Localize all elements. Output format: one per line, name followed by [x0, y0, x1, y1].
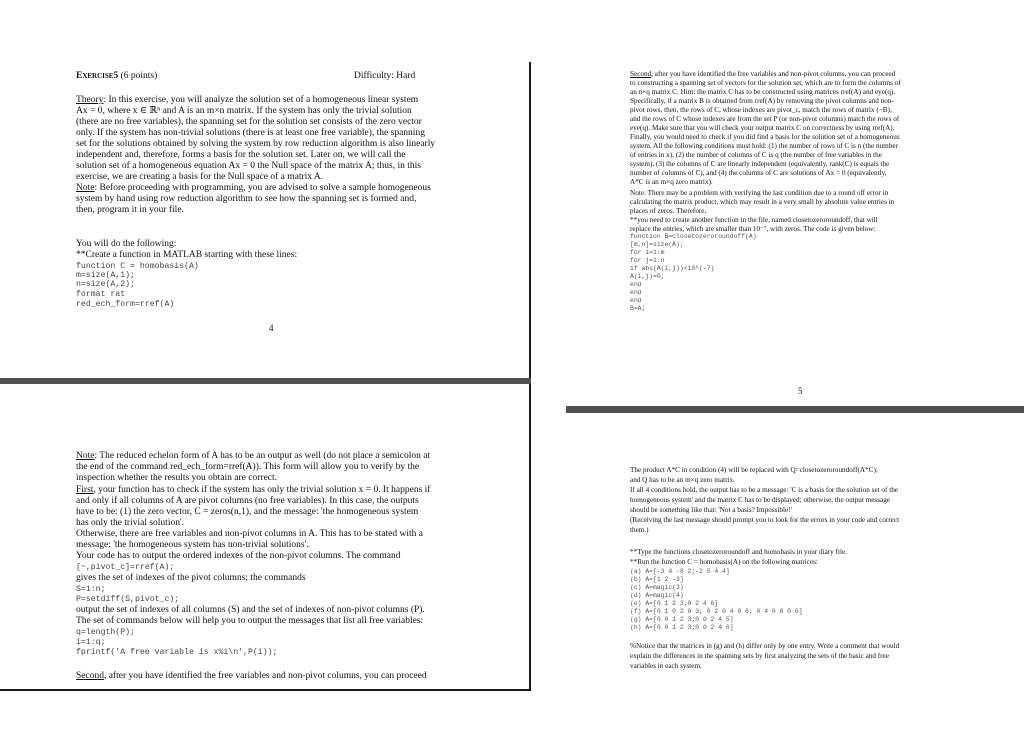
code-line: for j=1:n: [630, 257, 665, 264]
text-line: system), (3) the columns of C are linearly independent (equivalently, rank(C) is equals the: [630, 160, 890, 168]
code-line: [m,n]=size(A);: [630, 241, 684, 248]
text-line: and the rows of C whose indexes are from the set P (or non-pivot columns) match the rows of: [630, 115, 900, 123]
second-line: Second, after you have identified the free variables and non-pivot columns, you can proceed: [76, 671, 427, 681]
code-line: m=size(A,1);: [76, 271, 135, 280]
text-line: number of columns of C), and (4) the columns of C are solutions of Ax = 0 (equivalently,: [630, 169, 887, 177]
page-6-bottom-border: [0, 689, 531, 691]
theory-line-8: exercise, we are creating a basis for the Null space of a matrix A.: [76, 172, 324, 182]
page-separator-left: [0, 378, 531, 384]
text-line: them.): [630, 526, 649, 534]
text-line: pivot rows, then, the rows of C, whose indexes are pivot_c, match the rows of matrix (−B),: [630, 106, 892, 114]
page-number: 5: [798, 386, 803, 396]
notice-line: variables in each system.: [630, 662, 702, 670]
notice-line: explain the differences in the spanning sets by first analyzing the sets of the basic and free: [630, 652, 889, 660]
first-line-1: First, your function has to check if the system has only the trivial solution x = 0. It happens if: [76, 485, 431, 495]
text-line: A*C is an m×q zero matrix).: [630, 178, 713, 186]
code-line: format rat: [76, 290, 126, 299]
theory-line-6: independent and, therefore, forms a basis for the solution set. Later on, we will call the: [76, 150, 406, 160]
note-line: replace the entries, which are smaller than 10⁻⁷, with zeros. The code is given below:: [630, 225, 876, 233]
output-line-1: output the set of indexes of all columns (S) and the set of indexes of non-pivot columns (P).: [76, 605, 425, 615]
page-6: [66, 445, 528, 687]
theory-line-7: solution set of a homogeneous equation Ax = 0 the Null space of the matrix A; thus, in this: [76, 161, 421, 171]
text-line: and Q has to be an m×q zero matrix.: [630, 476, 735, 484]
code-line: P=setdiff(S,pivot_c);: [76, 595, 180, 604]
first-line-3: have to be: (1) the zero vector, C = zeros(n,1), and the message: 'the homogeneous system: [76, 507, 419, 517]
theory-line-5: set for the solutions obtained by solving the system by row reduction algorithm is also linearly: [76, 139, 436, 149]
matrix-item: (h) A=[0 0 1 2 3;0 0 2 4 6]: [630, 624, 734, 631]
run-line: **Run the function C = homobasis(A) on the following matrices:: [630, 558, 818, 566]
text-line: homogeneous system' and the matrix C has to be displayed; otherwise, the output message: [630, 496, 890, 504]
matrix-item: (c) A=magic(3): [630, 584, 684, 591]
page-separator-right: [566, 406, 1024, 413]
code-line: function B=closetozeroroundoff(A): [630, 233, 757, 240]
output-line-2: The set of commands below will help you to output the messages that list all free variables:: [76, 616, 424, 626]
note-line: calculating the matrix product, which may result in a very small by absolute value entries in: [630, 198, 895, 206]
page-7: [628, 462, 968, 692]
matrix-item: (a) A=[-3 4 -8 2;-2 5 4 4]: [630, 568, 730, 575]
text-line: should be something like that: 'Not a basis? Impossible!': [630, 506, 792, 514]
note-line-2: the end of the command red_ech_form=rref(A)). This form will allow you to verify by the: [76, 462, 420, 472]
matrix-item: (g) A=[0 0 1 2 3;0 0 2 4 5]: [630, 616, 734, 623]
matrix-item: (e) A=[0 1 2 3;0 2 4 6]: [630, 600, 719, 607]
first-line-6: message: 'the homogeneous system has non-trivial solutions'.: [76, 540, 309, 550]
text-line: Specifically, if a matrix B is obtained from rref(A) by removing the pivot columns and non-: [630, 97, 894, 105]
text-line: of entries in x), (2) the number of columns of C is q (the number of free variables in the: [630, 151, 882, 159]
text-line: to constructing a spanning set of vectors for the solution set, which are to form the columns of: [630, 79, 901, 87]
code-line: end: [630, 289, 642, 296]
note-line-1: Note: The reduced echelon form of A has to be an output as well (do not place a semicolon at: [76, 451, 431, 461]
text-line: If all 4 conditions hold, the output has to be a message: 'C is a basis for the solution set of the: [630, 486, 898, 494]
matrix-item: (f) A=[0 1 0 2 0 3; 0 2 0 4 0 6; 0 4 0 8 0 6]: [630, 608, 803, 615]
code-line: A(i,j)=0;: [630, 273, 665, 280]
note-line: Note: There may be a problem with verifying the last condition due to a round off error in: [630, 189, 889, 197]
theory-line-4: only. If the system has non-trivial solutions (there is at least one free variable), the spanning: [76, 128, 425, 138]
page-number: 4: [269, 323, 274, 333]
gives-line: gives the set of indexes of the pivot columns; the commands: [76, 573, 306, 583]
note-line-3: inspection whether the results you obtain are correct.: [76, 473, 278, 483]
note-line-1: Note: Before proceeding with programming, you are advised to solve a sample homogeneous: [76, 183, 431, 193]
text-line: an n×q matrix C. Hint: the matrix C has to be constructed using matrices rref(A) and eye(q).: [630, 88, 896, 96]
note-line-2: system by hand using row reduction algorithm to see how the spanning set is formed and,: [76, 194, 417, 204]
note-line: **you need to create another function in the file, named closetozeroroundoff, that will: [630, 216, 878, 224]
code-line: fprintf('A free variable is x%i\n',P(i));: [76, 648, 278, 657]
first-line-4: has only the trivial solution'.: [76, 518, 185, 528]
text-line: Finally, you would need to check if you did find a basis for the solution set of a homogeneous: [630, 133, 900, 141]
code-line: [~,pivot_c]=rref(A);: [76, 563, 175, 572]
first-line-7: Your code has to output the ordered indexes of the non-pivot columns. The command: [76, 551, 401, 561]
text-line: eye(q). Make sure that you will check your output matrix C on correctness by using rref(A).: [630, 124, 895, 132]
type-line: **Type the functions closetozeroroundoff and homobasis in your diary file.: [630, 548, 847, 556]
first-line-5: Otherwise, there are free variables and non-pivot columns in A. This has to be stated with a: [76, 529, 424, 539]
code-line: if abs(A(i,j))<10^(-7): [630, 265, 715, 272]
code-line: i=1:q;: [76, 638, 106, 647]
code-line: for i=1:m: [630, 249, 665, 256]
code-line: q=length(P);: [76, 628, 135, 637]
exercise-heading: Exercise5 (6 points): [76, 71, 158, 81]
page-4: [66, 66, 528, 374]
code-line: end: [630, 281, 642, 288]
text-line: system. All the following conditions must hold: (1) the number of rows of C is n (the number: [630, 142, 898, 150]
code-line: B=A;: [630, 305, 646, 312]
follow-line: You will do the following:: [76, 239, 177, 249]
second-line: Second, after you have identified the free variables and non-pivot columns, you can proceed: [630, 70, 896, 78]
create-line: **Create a function in MATLAB starting with these lines:: [76, 250, 298, 260]
text-line: The product A*C in condition (4) will be replaced with Q=closetozeroroundoff(A*C);: [630, 466, 878, 474]
note-line-3: then, program it in your file.: [76, 205, 184, 215]
page-5: [628, 66, 968, 411]
text-line: (Receiving the last message should prompt you to look for the errors in your code and correct: [630, 516, 900, 524]
page-6-right-border: [529, 384, 531, 691]
difficulty-label: Difficulty: Hard: [354, 71, 416, 81]
code-line: n=size(A,2);: [76, 280, 135, 289]
code-line: S=1:n;: [76, 585, 106, 594]
matrix-item: (b) A=[1 2 -3]: [630, 576, 684, 583]
code-line: function C = homobasis(A): [76, 262, 199, 271]
first-line-2: and only if all columns of A are pivot columns (no free variables). In this case, the outputs: [76, 496, 419, 506]
theory-line-1: Theory: In this exercise, you will analyze the solution set of a homogeneous linear system: [76, 95, 419, 105]
matrix-item: (d) A=magic(4): [630, 592, 684, 599]
code-line: red_ech_form=rref(A): [76, 300, 175, 309]
page-4-right-border: [529, 62, 531, 378]
code-line: end: [630, 297, 642, 304]
theory-line-2: Ax = 0, where x ∈ ℝⁿ and A is an m×n matrix. If the system has only the trivial solution: [76, 106, 412, 116]
theory-line-3: (there are no free variables), the spanning set for the solution set consists of the zero vector: [76, 117, 422, 127]
note-line: places of zeros. Therefore,: [630, 207, 707, 215]
notice-line: %Notice that the matrices in (g) and (h) differ only by one entry. Write a comment that would: [630, 642, 900, 650]
